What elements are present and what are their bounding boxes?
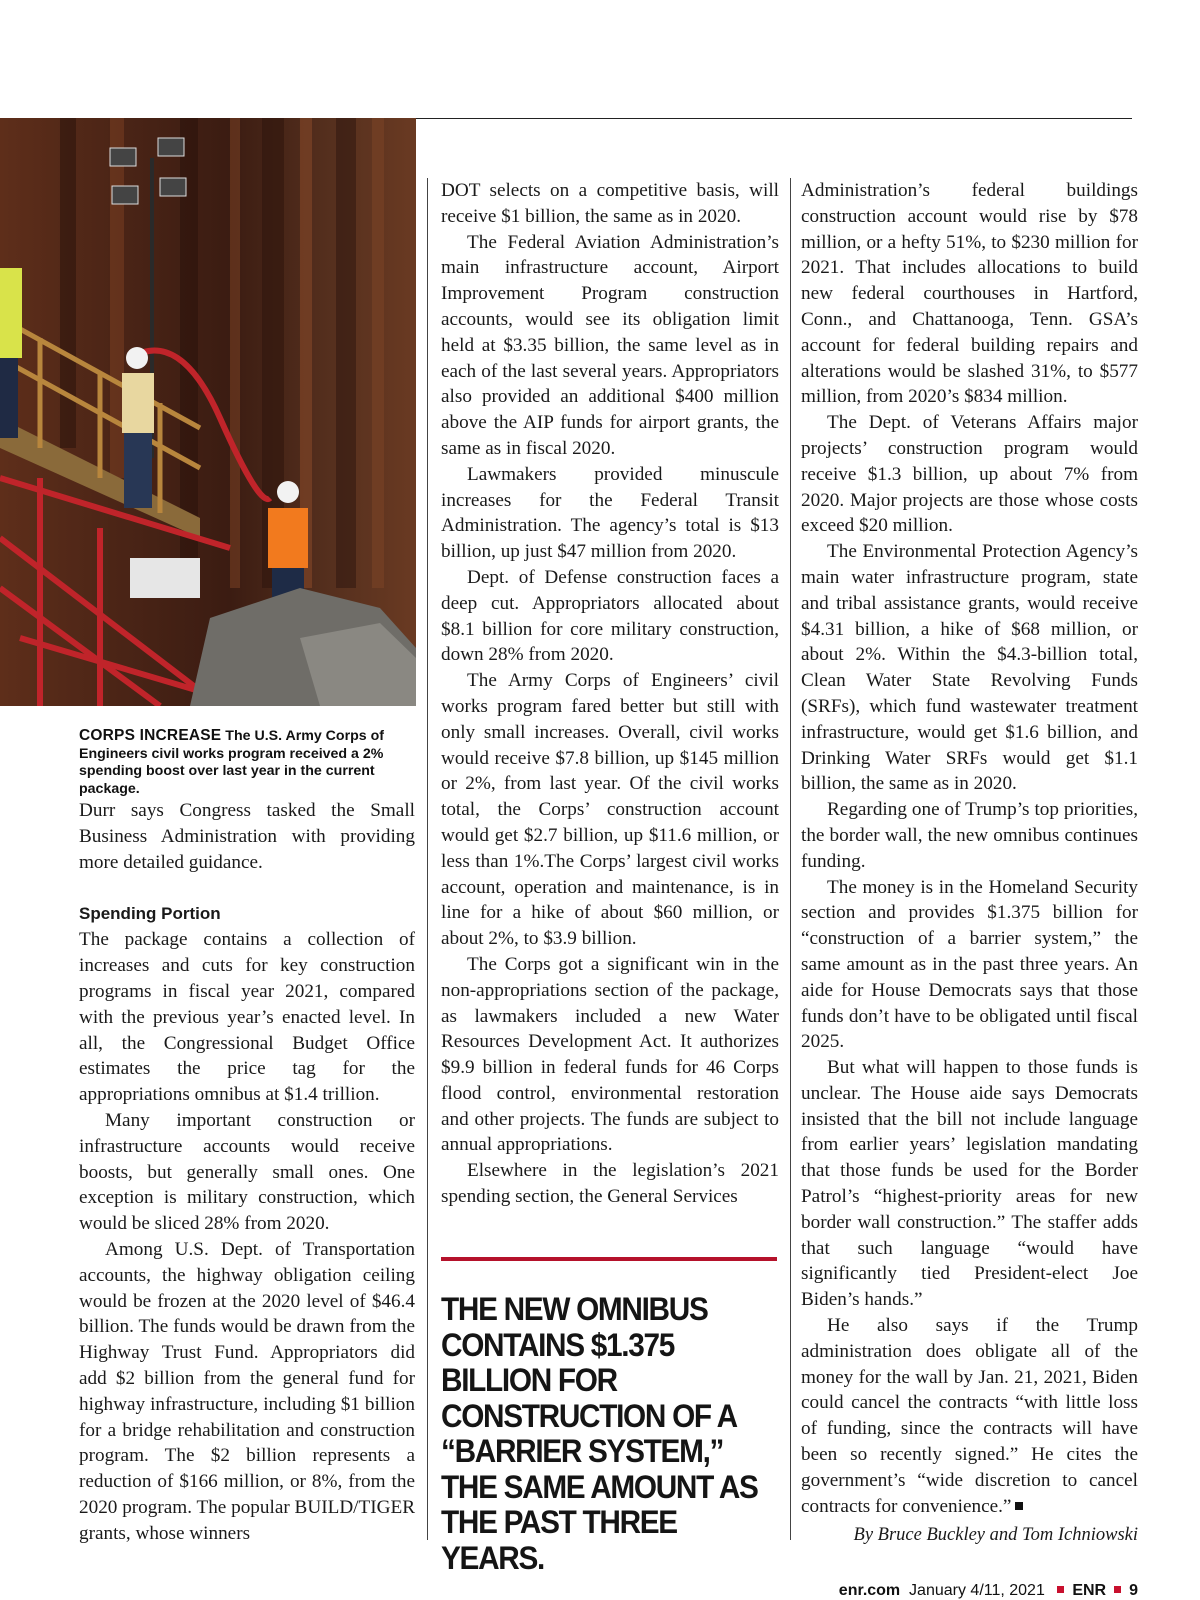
left-column — [79, 798, 415, 1547]
right-column — [801, 178, 1138, 1519]
pullquote-rule — [441, 1257, 777, 1261]
caption-text: The U.S. Army Corps of Engineers civil works program received a 2% spending boost over last year in the current package. — [79, 728, 384, 797]
paragraph: The Environmental Protection Agency’s main water infrastructure program, state and tribal assistance grants, would receive $4.31 billion, a hike of $68 million, or about 2%. Within the $4.3-billion total, Clean Water State Revolving Funds (SRFs), which fund wastewater treatment infrastructure, would get $1.6 billion, and Drinking Water SRFs would get $1.1 billion, the same as in 2020. — [801, 541, 1138, 795]
middle-column — [441, 178, 779, 1210]
top-rule — [416, 118, 1132, 119]
footer-site[interactable]: enr.com — [838, 1582, 901, 1599]
section-subhead: Spending Portion — [79, 904, 221, 924]
column-divider — [790, 178, 791, 1540]
paragraph: Many important construction or infrastructure accounts would receive boosts, but generally small ones. One exception is military construction, which would be sliced 28% from 2020. — [79, 1109, 415, 1235]
paragraph: DOT selects on a competitive basis, will receive $1 billion, the same as in 2020. — [441, 180, 779, 227]
separator-square-icon — [1057, 1586, 1064, 1593]
end-mark-icon — [1015, 1502, 1023, 1510]
caption-lead: CORPS INCREASE — [79, 727, 222, 744]
column-divider — [427, 178, 428, 1540]
paragraph: The Army Corps of Engineers’ civil works program fared better but still with only small increases. Overall, civil works would receive $7.8 billion, up $145 million or 2%, from last year. Of the civil works total, the Corps’ construction account would get $2.7 billion, up $11.6 million, or less than 1%.The Corps’ largest civil works account, operation and maintenance, is in line for a hike of about $60 million, or about 2%, to $3.9 billion. — [441, 670, 779, 950]
photo-caption — [79, 727, 409, 798]
byline: By Bruce Buckley and Tom Ichniowski — [853, 1525, 1138, 1545]
paragraph: Regarding one of Trump’s top priorities, the border wall, the new omnibus continues funding. — [801, 799, 1138, 872]
paragraph: The Corps got a significant win in the non-appropriations section of the package, as lawmakers included a new Water Resources Development Act. It authorizes $9.9 billion in federal funds for 46 Corps flood control, environmental restoration and other projects. The funds are subject to annual appropriations. — [441, 953, 779, 1156]
pullquote: THE NEW OMNIBUS CONTAINS $1.375 BILLION FOR CONSTRUCTION OF A “BARRIER SYSTEM,” THE SAME AMOUNT AS THE PAST THREE YEARS. — [441, 1291, 758, 1576]
paragraph: Among U.S. Dept. of Transportation accounts, the highway obligation ceiling would be frozen at the 2020 level of $46.4 billion. The funds would be drawn from the Highway Trust Fund. Appropriators did add $2 billion from the general fund for highway infrastructure, including $1 billion for a bridge rehabilitation and construction program. The $2 billion represents a reduction of $166 million, or 8%, from the 2020 program. The popular BUILD/TIGER grants, whose winners — [79, 1238, 415, 1544]
paragraph: Dept. of Defense construction faces a deep cut. Appropriators allocated about $8.1 billion for core military construction, down 28% from 2020. — [441, 566, 779, 666]
page-footer — [839, 1582, 1138, 1600]
paragraph: Administration’s federal buildings construction account would rise by $78 million, or a hefty 51%, to $230 million for 2021. That includes allocations to build new federal courthouses in Hartford, Conn., and Chattanooga, Tenn. GSA’s account for federal building repairs and alterations would be slashed 31%, to $577 million, from 2020’s $834 million. — [801, 180, 1138, 408]
construction-photo — [0, 118, 416, 706]
paragraph: The Dept. of Veterans Affairs major projects’ construction program would receive $1.3 billion, up about 7% from 2020. Major projects are those whose costs exceed $20 million. — [801, 412, 1138, 537]
paragraph: The Federal Aviation Administration’s main infrastructure account, Airport Improvement Program construction accounts, would see its obligation limit held at $3.35 billion, the same level as in each of the last several years. Appropriators also provided an additional $400 million above the AIP funds for airport grants, the same as in fiscal 2020. — [441, 231, 779, 459]
paragraph: Durr says Congress tasked the Small Business Administration with providing more detailed guidance. — [79, 800, 415, 873]
footer-brand: ENR — [1072, 1582, 1107, 1599]
paragraph: Elsewhere in the legislation’s 2021 spending section, the General Services — [441, 1160, 779, 1208]
paragraph-final — [801, 1313, 1138, 1519]
page-number: 9 — [1129, 1582, 1138, 1599]
final-paragraph-text: He also says if the Trump administration does obligate all of the money for the wall by Jan. 21, 2021, Biden could cancel the contracts “with little loss of funding, since the contracts will have been so recently signed.” He cites the government’s “wide discretion to cancel contracts for convenience.” — [801, 1315, 1138, 1517]
paragraph: The money is in the Homeland Security section and provides $1.375 billion for “construction of a barrier system,” the same amount as in the past three years. An aide for House Democrats says that those funds don’t have to be obligated until fiscal 2025. — [801, 876, 1138, 1053]
paragraph: Lawmakers provided minuscule increases for the Federal Transit Administration. The agency’s total is $13 billion, up just $47 million from 2020. — [441, 463, 779, 563]
separator-square-icon — [1114, 1586, 1121, 1593]
paragraph: The package contains a collection of increases and cuts for key construction programs in fiscal year 2021, compared with the previous year’s enacted level. In all, the Congressional Budget Office estimates the price tag for the appropriations omnibus at $1.4 trillion. — [79, 929, 415, 1106]
footer-date: January 4/11, 2021 — [909, 1582, 1045, 1599]
paragraph: But what will happen to those funds is unclear. The House aide says Democrats insisted that the bill not include language from earlier years’ legislation mandating that those funds be used for the Border Patrol’s “highest-priority areas for new border wall construction.” The staffer adds that such language “would have significantly tied President-elect Joe Biden’s hands.” — [801, 1057, 1138, 1311]
